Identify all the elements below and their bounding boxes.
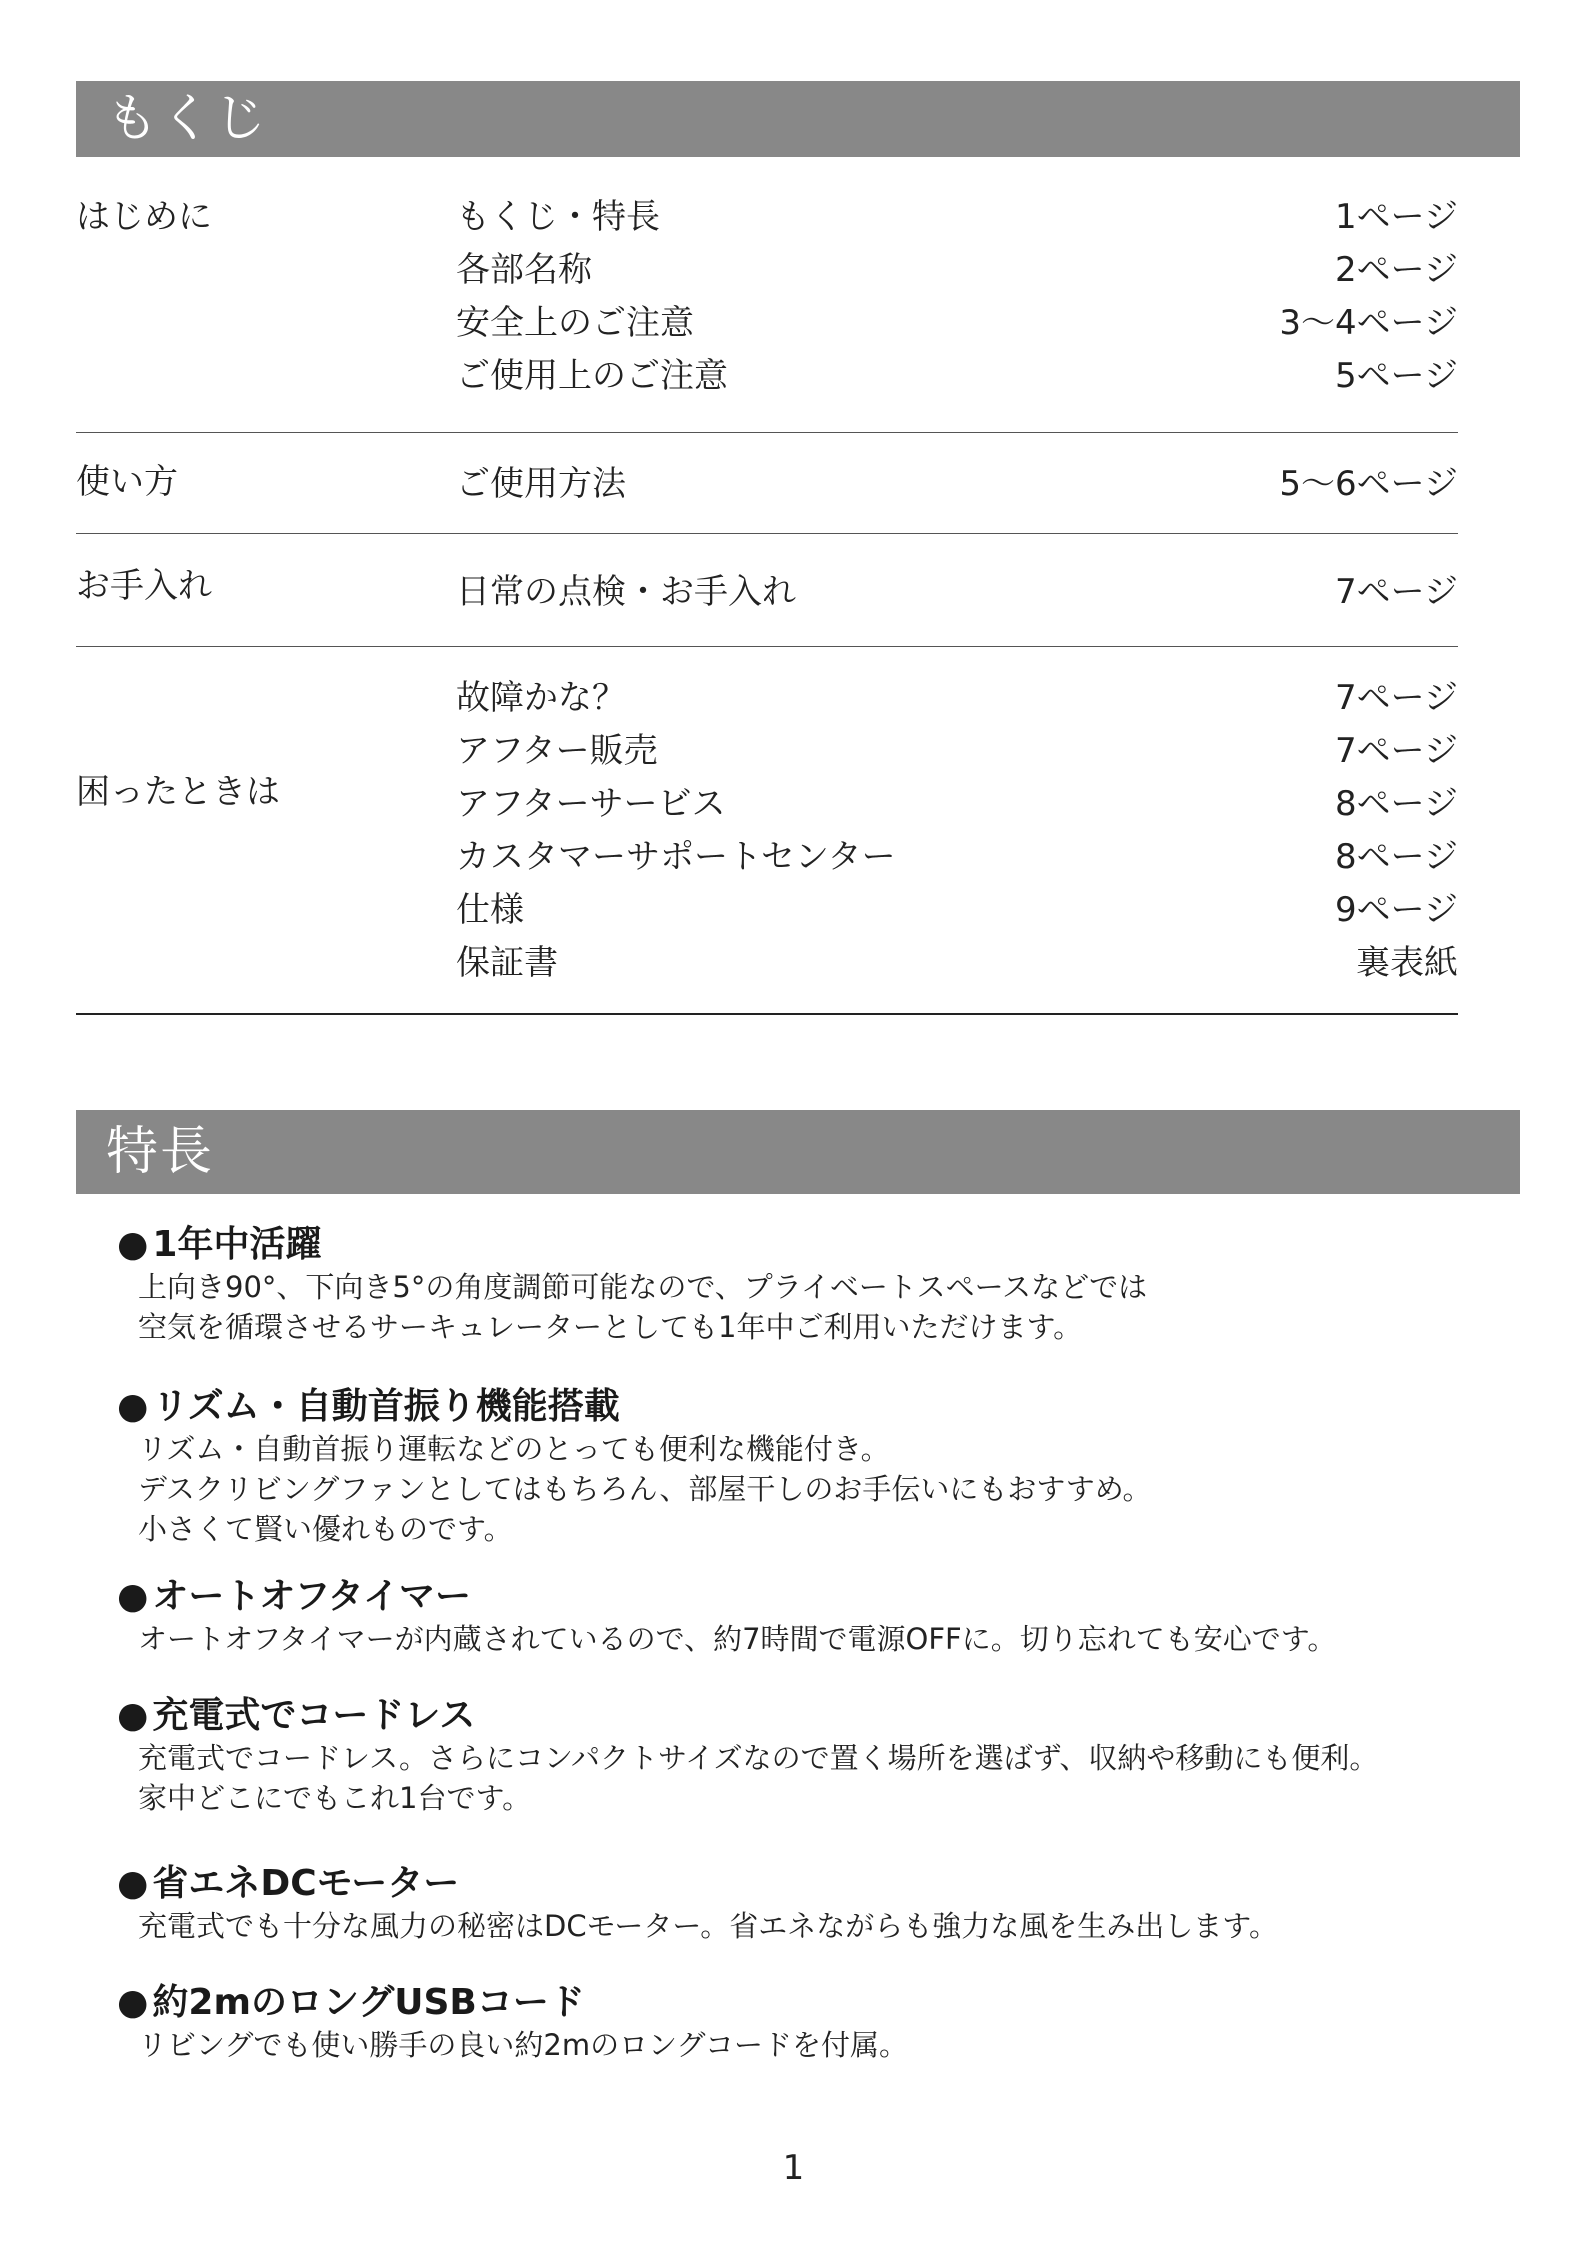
toc-row-title: カスタマーサポートセンター [456,837,896,877]
toc-row[interactable] [456,837,1458,890]
toc-row-page: 7ページ [1335,572,1458,612]
toc-row-title: アフター販売 [456,731,658,771]
toc-divider [76,432,1458,433]
feature-text: 充電式でコードレス。さらにコンパクトサイズなので置く場所を選ばず、収納や移動にも便利。 [138,1741,1379,1775]
toc-row-page: 2ページ [1335,250,1458,290]
feature-title [117,1862,1537,1906]
feature-title-text: オートオフタイマー [152,1576,472,1617]
toc-row-title: 仕様 [456,890,524,930]
toc-row-page: 5ページ [1335,356,1458,396]
toc-row[interactable] [456,303,1458,356]
toc-row[interactable] [456,678,1458,731]
toc-row[interactable] [456,356,1458,409]
bullet-icon: ● [117,1224,149,1265]
feature-text: 空気を循環させるサーキュレーターとしても1年中ご利用いただけます。 [138,1310,1083,1344]
toc-row-page: 7ページ [1335,678,1458,718]
toc-divider [76,533,1458,534]
feature-title-text: リズム・自動首振り機能搭載 [152,1386,620,1427]
feature-title [117,1223,1537,1267]
feature-title [117,1575,1537,1619]
features-heading: 特長 [76,1110,1520,1194]
toc-row[interactable] [456,890,1458,943]
feature-item [117,1575,1537,1659]
toc-row[interactable] [456,464,1458,517]
feature-item [117,1981,1537,2065]
feature-text: オートオフタイマーが内蔵されているので、約7時間で電源OFFに。切り忘れても安心です。 [138,1622,1337,1656]
toc-row-title: 日常の点検・お手入れ [456,572,796,612]
feature-text: 家中どこにでもこれ1台です。 [138,1781,532,1815]
page-number: 1 [782,2148,805,2188]
toc-row[interactable] [456,943,1458,996]
toc-category: はじめに [76,197,212,237]
feature-text: 小さくて賢い優れものです。 [138,1512,513,1546]
bullet-icon: ● [117,1863,149,1904]
feature-item [117,1694,1537,1818]
toc-row-title: 安全上のご注意 [456,303,694,343]
feature-title-text: 省エネDCモーター [152,1863,460,1904]
feature-text: デスクリビングファンとしてはもちろん、部屋干しのお手伝いにもおすすめ。 [138,1472,1152,1506]
toc-category: 困ったときは [76,772,280,812]
toc-row[interactable] [456,731,1458,784]
toc-row[interactable] [456,572,1458,625]
bullet-icon: ● [117,1982,149,2023]
toc-divider [76,646,1458,647]
toc-row[interactable] [456,784,1458,837]
toc-row-title: 故障かな？ [456,678,626,718]
feature-text: 上向き90°、下向き5°の角度調節可能なので、プライベートスペースなどでは [138,1270,1148,1304]
toc-row-page: 1ページ [1335,197,1458,237]
feature-text: リビングでも使い勝手の良い約2mのロングコードを付属。 [138,2028,908,2062]
toc-row-title: 各部名称 [456,250,592,290]
feature-text: 充電式でも十分な風力の秘密はDCモーター。省エネながらも強力な風を生み出します。 [138,1909,1278,1943]
feature-title-text: 1年中活躍 [152,1224,322,1265]
toc-row-page: 8ページ [1335,837,1458,877]
toc-category: お手入れ [76,566,212,606]
toc-row-title: ご使用方法 [456,464,626,504]
feature-item [117,1862,1537,1946]
feature-title-text: 約2mのロングUSBコード [152,1982,585,2023]
toc-row-page: 5〜6ページ [1279,464,1458,504]
toc-heading: もくじ [76,81,1520,157]
bullet-icon: ● [117,1386,149,1427]
toc-category: 使い方 [76,462,178,502]
toc-row-page: 7ページ [1335,731,1458,771]
toc-row-page: 8ページ [1335,784,1458,824]
bullet-icon: ● [117,1695,149,1736]
feature-text: リズム・自動首振り運転などのとっても便利な機能付き。 [138,1432,890,1466]
toc-row-title: アフターサービス [456,784,726,824]
toc-row-title: もくじ・特長 [456,197,660,237]
toc-row-title: 保証書 [456,943,558,983]
toc-row-page: 裏表紙 [1356,943,1458,983]
toc-row[interactable] [456,250,1458,303]
toc-row-page: 3〜4ページ [1279,303,1458,343]
feature-item [117,1223,1537,1347]
toc-row-title: ご使用上のご注意 [456,356,728,396]
feature-title [117,1694,1537,1738]
feature-title [117,1981,1537,2025]
bullet-icon: ● [117,1576,149,1617]
feature-title [117,1385,1537,1429]
toc-row[interactable] [456,197,1458,250]
feature-title-text: 充電式でコードレス [152,1695,476,1736]
toc-end-rule [76,1013,1458,1015]
feature-item [117,1385,1537,1549]
toc-row-page: 9ページ [1335,890,1458,930]
